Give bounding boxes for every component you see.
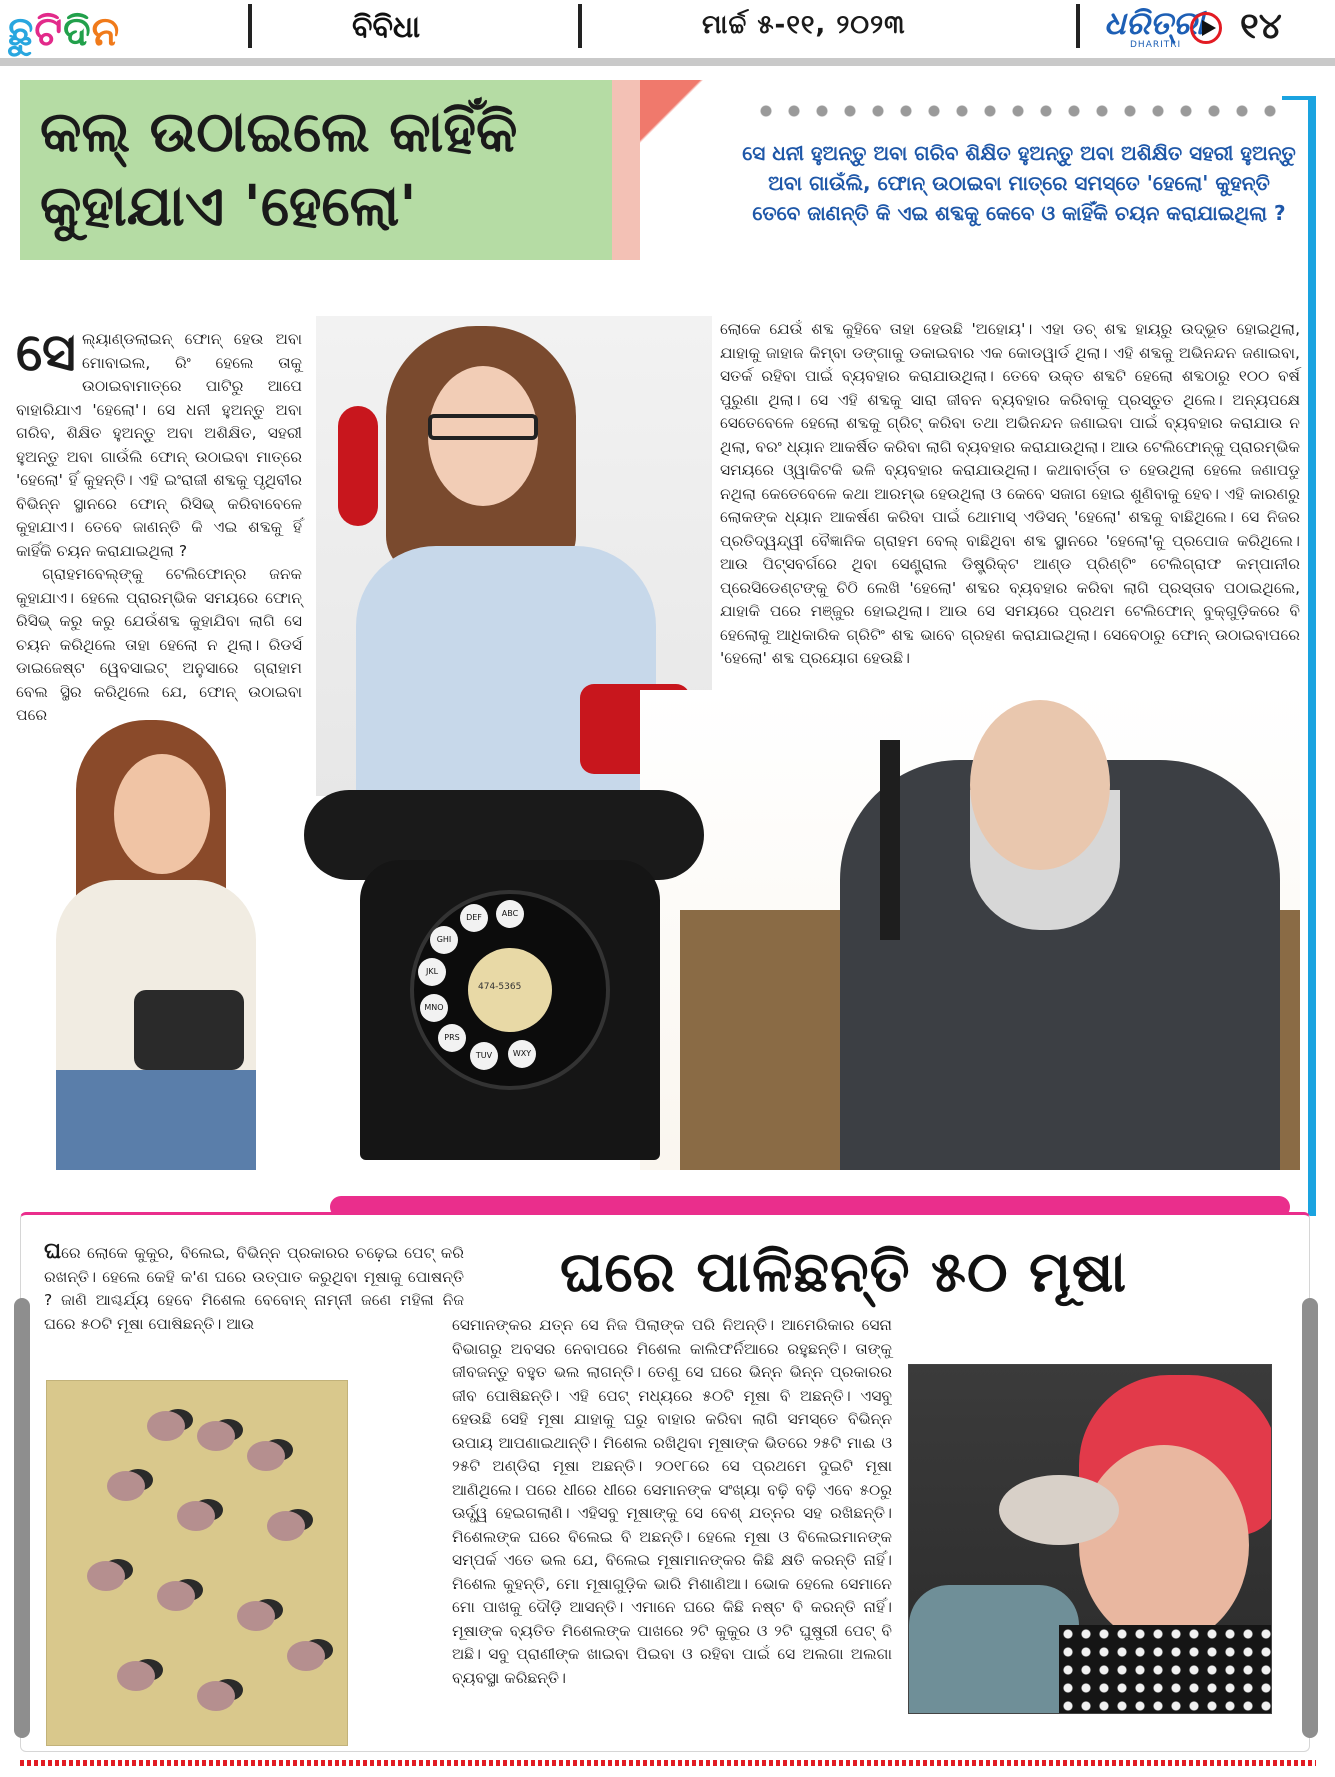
paragraph: ସେମାନଙ୍କର ଯତ୍ନ ସେ ନିଜ ପିଲାଙ୍କ ପରି ନିଅନ୍ତି। ଆମେରିକାର ସେନା ବିଭାଗରୁ ଅବସର ନେବାପରେ ମିଶେଲ କାଲିଫର୍ନିଆରେ ରହୁଛନ୍ତି। ତାଙ୍କୁ ଜୀବଜନ୍ତୁ ବହୁତ ଭଲ ଲାଗନ୍ତି। ତେଣୁ ସେ ଘରେ ଭିନ୍ନ ଭିନ୍ନ ପ୍ରକାରର ଜୀବ ପୋଷିଛନ୍ତି। ଏହି ପେଟ୍ ମଧ୍ୟରେ ୫୦ଟି ମୂଷା ବି ଅଛନ୍ତି। ଏସବୁ ହେଉଛି ସେହି ମୂଷା ଯାହାକୁ ଘରୁ ବାହାର କରିବା ଲାଗି ସମସ୍ତେ ବିଭିନ୍ନ ଉପାୟ ଆପଣାଇଥାନ୍ତି। ମିଶେଲ ରଖିଥିବା ମୂଷାଙ୍କ ଭିତରେ ୨୫ଟି ମାଈ ଓ ୨୫ଟି ଅଣ୍ଡିରା ମୂଷା ଅଛନ୍ତି। ୨୦୧୮ରେ ସେ ପ୍ରଥମେ ଦୁଇଟି ମୂଷା ଆଣିଥିଲେ। ପରେ ଧୀରେ ଧୀରେ ସେମାନଙ୍କ ସଂଖ୍ୟା ବଢ଼ି ବଢ଼ି ଏବେ ୫୦ରୁ ଊର୍ଦ୍ଧ୍ୱ ହେଇଗଲାଣି। ଏହିସବୁ ମୂଷାଙ୍କୁ ସେ ବେଶ୍ ଯତ୍ନର ସହ ରଖିଛନ୍ତି। ମିଶେଲଙ୍କ ଘରେ ବିଲେଇ ବି ଅଛନ୍ତି। ହେଲେ ମୂଷା ଓ ବିଲେଇମାନଙ୍କ ସମ୍ପର୍କ ଏତେ ଭଲ ଯେ, ବିଲେଇ ମୂଷାମାନଙ୍କର କିଛି କ୍ଷତି କରନ୍ତି ନାହିଁ। ମିଶେଲ କୁହନ୍ତି, ମୋ ମୂଷାଗୁଡ଼ିକ ଭାରି ମିଶାଣିଆ। ଭୋକ ହେଲେ ସେମାନେ ମୋ ପାଖକୁ ଦୌଡ଼ି ଆସନ୍ତି। ଏମାନେ ଘରେ କିଛି ନଷ୍ଟ ବି କରନ୍ତି ନାହିଁ। ମୂଷାଙ୍କ ବ୍ୟତିତ ମିଶେଲଙ୍କ ପାଖରେ ୨ଟି କୁକୁର ଓ ୨ଟି ଘୁଷୁରୀ ପେଟ୍ ବି ଅଛି। ସବୁ ପ୍ରାଣୀଙ୍କ ଖାଇବା ପିଇବା ଓ ରହିବା ପାଇଁ ସେ ଅଲଗା ଅଲଗା ବ୍ୟବସ୍ଥା କରିଛନ୍ତି। [452, 1316, 892, 1687]
dial-center-label: 474-5365 [478, 982, 522, 992]
dropcap: ଘ [44, 1239, 62, 1264]
brand-subtitle: DHARITRI [1130, 40, 1182, 50]
logo-char-4: ନ [91, 9, 121, 55]
blue-rule [1308, 96, 1316, 1216]
rat-story-headline: ଘରେ ପାଳିଛନ୍ତି ୫୦ ମୂଷା [560, 1240, 1127, 1305]
lead-headline [40, 96, 620, 244]
paragraph [16, 323, 302, 563]
logo-char-1: ଛୁ [8, 9, 35, 55]
brand-logo: ଧରିତ୍ରୀ [1104, 4, 1204, 42]
rat-story-intro [44, 1240, 464, 1336]
divider [578, 4, 582, 48]
dial-hole: JKL [418, 958, 446, 986]
lead-column-left [16, 323, 302, 728]
dial-hole: TUV [470, 1042, 498, 1070]
headline-line-2: କୁହାଯାଏ 'ହେଲୋ' [40, 174, 417, 239]
masthead [0, 0, 1335, 62]
section-label: ବିବିଧା [352, 10, 421, 45]
paragraph-text: ଲ୍ୟାଣ୍ଡଲାଇନ୍ ଫୋନ୍ ହେଉ ଅବା ମୋବାଇଲ, ରିଂ ହେଲେ ତାକୁ ଉଠାଇବାମାତ୍ରେ ପାଟିରୁ ଆପେ ବାହାରିଯାଏ 'ହେଲୋ'। ସେ ଧନୀ ହୁଅନ୍ତୁ ଅବା ଗରିବ, ଶିକ୍ଷିତ ହୁଅନ୍ତୁ ଅବା ଅଶିକ୍ଷିତ, ସହରୀ ହୁଅନ୍ତୁ ଅବା ଗାଉଁଲି ଫୋନ୍ ଉଠାଇବା ମାତ୍ରେ 'ହେଲୋ' ହିଁ କୁହନ୍ତି। ଏହି ଇଂରାଜୀ ଶବ୍ଦକୁ ପୃଥିବୀର ବିଭିନ୍ନ ସ୍ଥାନରେ ଫୋନ୍ ରିସିଭ୍ କରିବାବେଳେ କୁହାଯାଏ। ତେବେ ଜାଣନ୍ତି କି ଏଇ ଶବ୍ଦକୁ ହିଁ କାହିଁକି ଚୟନ କରାଯାଇଥିଲା ? [16, 330, 302, 560]
lead-column-right [720, 318, 1300, 671]
divider [248, 4, 252, 48]
issue-date: ମାର୍ଚ୍ଚ ୫-୧୧, ୨୦୨୩ [702, 10, 906, 40]
dropcap: ସେ [16, 323, 76, 383]
dotted-rule [752, 104, 1292, 118]
rat-story-body [452, 1314, 892, 1690]
side-bar-left [14, 1298, 30, 1738]
footer-rule [20, 1760, 1316, 1766]
dial-hole: ABC [496, 900, 524, 928]
graham-bell-illustration [640, 690, 1300, 1170]
rotary-phone-photo [300, 790, 720, 1160]
dial-hole: PRS [438, 1024, 466, 1052]
laughing-woman-photo [16, 720, 316, 1170]
page-number: ୧୪ [1240, 6, 1282, 47]
logo-char-2: ଟି [34, 9, 64, 55]
headline-line-1: କଲ୍ ଉଠାଇଲେ କାହିଁକି [40, 100, 518, 165]
header-rule [0, 58, 1335, 66]
divider [1076, 4, 1080, 48]
side-bar-right [1302, 1298, 1318, 1738]
rats-in-tub-photo [46, 1380, 348, 1746]
woman-kissing-rat-photo [908, 1364, 1272, 1714]
intro-text: ରେ ଲୋକେ କୁକୁର, ବିଲେଇ, ବିଭିନ୍ନ ପ୍ରକାରର ଚଢ଼େଇ ପେଟ୍ କରି ରଖନ୍ତି। ହେଲେ କେହି କ'ଣ ଘରେ ଉତ୍ପାତ କରୁଥିବା ମୂଷାକୁ ପୋଷନ୍ତି ? ଜାଣି ଆଶ୍ଚର୍ଯ୍ୟ ହେବେ ମିଶେଲ ବେବୋନ୍ ନାମ୍ନୀ ଜଣେ ମହିଳା ନିଜ ଘରେ ୫୦ଟି ମୂଷା ପୋଷିଛନ୍ତି। ଆଉ [44, 1244, 464, 1333]
paragraph: ଗ୍ରାହମବେଲ୍ଙ୍କୁ ଟେଲିଫୋନ୍ର ଜନକ କୁହାଯାଏ। ହେଲେ ପ୍ରାରମ୍ଭିକ ସମୟରେ ଫୋନ୍ ରିସିଭ୍ କରୁ କରୁ ଯେଉଁଶବ୍ଦ କୁହାଯିବା ଲାଗି ସେ ଚୟନ କରିଥିଲେ ତାହା ହେଲୋ ନ ଥିଲା। ରିଡର୍ସ ଡାଇଜେଷ୍ଟ ୱେବସାଇଟ୍ ଅନୁସାରେ ଗ୍ରାହାମ ବେଲ ସ୍ଥିର କରିଥିଲେ ଯେ, ଫୋନ୍ ଉଠାଇବା ପରେ [16, 565, 302, 724]
dial-hole: MNO [420, 994, 448, 1022]
play-icon [1190, 12, 1222, 44]
dial-hole: GHI [430, 926, 458, 954]
dial-hole: DEF [460, 904, 488, 932]
standfirst: ସେ ଧନୀ ହୁଅନ୍ତୁ ଅବା ଗରିବ ଶିକ୍ଷିତ ହୁଅନ୍ତୁ ଅବା ଅଶିକ୍ଷିତ ସହରୀ ହୁଅନ୍ତୁ ଅବା ଗାଉଁଲି, ଫୋନ୍ ଉଠାଇବା ମାତ୍ରେ ସମସ୍ତେ 'ହେଲୋ' କୁହନ୍ତି ତେବେ ଜାଣନ୍ତି କି ଏଇ ଶବ୍ଦକୁ କେବେ ଓ କାହିଁକି ଚୟନ କରାଯାଇଥିଲା ? [742, 141, 1296, 225]
logo [8, 6, 120, 58]
dial-hole: WXY [508, 1040, 536, 1068]
logo-char-3: ଦି [63, 9, 92, 55]
paragraph: ଲୋକେ ଯେଉଁ ଶବ୍ଦ କୁହିବେ ତାହା ହେଉଛି 'ଅହୋୟ'। ଏହା ଡଚ୍ ଶବ୍ଦ ହାୟରୁ ଉଦ୍ଭୂତ ହୋଇଥିଲା, ଯାହାକୁ ଜାହାଜ କିମ୍ବା ଡଙ୍ଗାକୁ ଡକାଇବାର ଏକ କୋଡୱାର୍ଡ ଥିଲା। ଏହି ଶବ୍ଦକୁ ଅଭିନନ୍ଦନ ଜଣାଇବା, ସତର୍କ ରହିବା ପାଇଁ ବ୍ୟବହାର କରାଯାଉଥିଲା। ତେବେ ଉକ୍ତ ଶବ୍ଦଟି ହେଲୋ ଶବ୍ଦଠାରୁ ୧୦୦ ବର୍ଷ ପୁରୁଣା ଥିଲା। ସେ ଏହି ଶବ୍ଦକୁ ସାରା ଜୀବନ ବ୍ୟବହାର କରିବାକୁ ପ୍ରସ୍ତୁତ ଥିଲେ। ଅନ୍ୟପକ୍ଷେ ସେତେବେଳେ ହେଲୋ ଶବ୍ଦକୁ ଗ୍ରିଟ୍ କରିବା ତଥା ଅଭିନନ୍ଦନ ଜଣାଇବା ପାଇଁ ବ୍ୟବହାର କରାଯାଉ ନ ଥିଲା, ବରଂ ଧ୍ୟାନ ଆକର୍ଷିତ କରିବା ଲାଗି ବ୍ୟବହାର କରାଯାଉଥିଲା। ଆଉ ଟେଲିଫୋନ୍କୁ ପ୍ରାରମ୍ଭିକ ସମୟରେ ଓ୍ୱାକିଟକି ଭଳି ବ୍ୟବହାର କରାଯାଉଥିଲା। କଥାବାର୍ତ୍ତା ତ ହେଉଥିଲା ହେଲେ ଜଣାପଡୁ ନଥିଲା କେତେବେଳେ କଥା ଆରମ୍ଭ ହେଉଥିଲା ଓ କେବେ ସଜାଗ ହୋଇ ଶୁଣିବାକୁ ହେବ। ଏହି କାରଣରୁ ଲୋକଙ୍କ ଧ୍ୟାନ ଆକର୍ଷଣ କରିବା ପାଇଁ ଥୋମାସ୍ ଏଡିସନ୍ 'ହେଲୋ' ଶବ୍ଦକୁ ବାଛିଥିଲେ। ସେ ନିଜର ପ୍ରତିଦ୍ୱନ୍ଦ୍ୱୀ ବୈଜ୍ଞାନିକ ଗ୍ରାହମ ବେଲ୍ ବାଛିଥିବା ଶବ୍ଦ ସ୍ଥାନରେ 'ହେଲୋ'କୁ ପ୍ରପୋଜ କରିଥିଲେ। ଆଉ ପିଟ୍ସବର୍ଗରେ ଥିବା ସେଣ୍ଟ୍ରାଲ ଡିଷ୍ଟ୍ରିକ୍ଟ ଆଣ୍ଡ ପ୍ରିଣ୍ଟିଂ ଟେଲିଗ୍ରାଫ କମ୍ପାନୀର ପ୍ରେସିଡେଣ୍ଟଙ୍କୁ ଚିଠି ଲେଖି 'ହେଲୋ' ଶବ୍ଦର ବ୍ୟବହାର କରିବା ଲାଗି ପ୍ରସ୍ତାବ ପଠାଇଥିଲେ, ଯାହାକି ପରେ ମଞ୍ଜୁର ହୋଇଥିଲା। ଆଉ ସେ ସମୟରେ ପ୍ରଥମ ଟେଲିଫୋନ୍ ବୁକ୍ଗୁଡ଼ିକରେ ବି ହେଲୋକୁ ଆଧିକାରିକ ଗ୍ରିଟିଂ ଶବ୍ଦ ଭାବେ ଗ୍ରହଣ କରାଯାଇଥିଲା। ସେବେଠାରୁ ଫୋନ୍ ଉଠାଇବାପରେ 'ହେଲୋ' ଶବ୍ଦ ପ୍ରୟୋଗ ହେଉଛି। [720, 320, 1300, 667]
